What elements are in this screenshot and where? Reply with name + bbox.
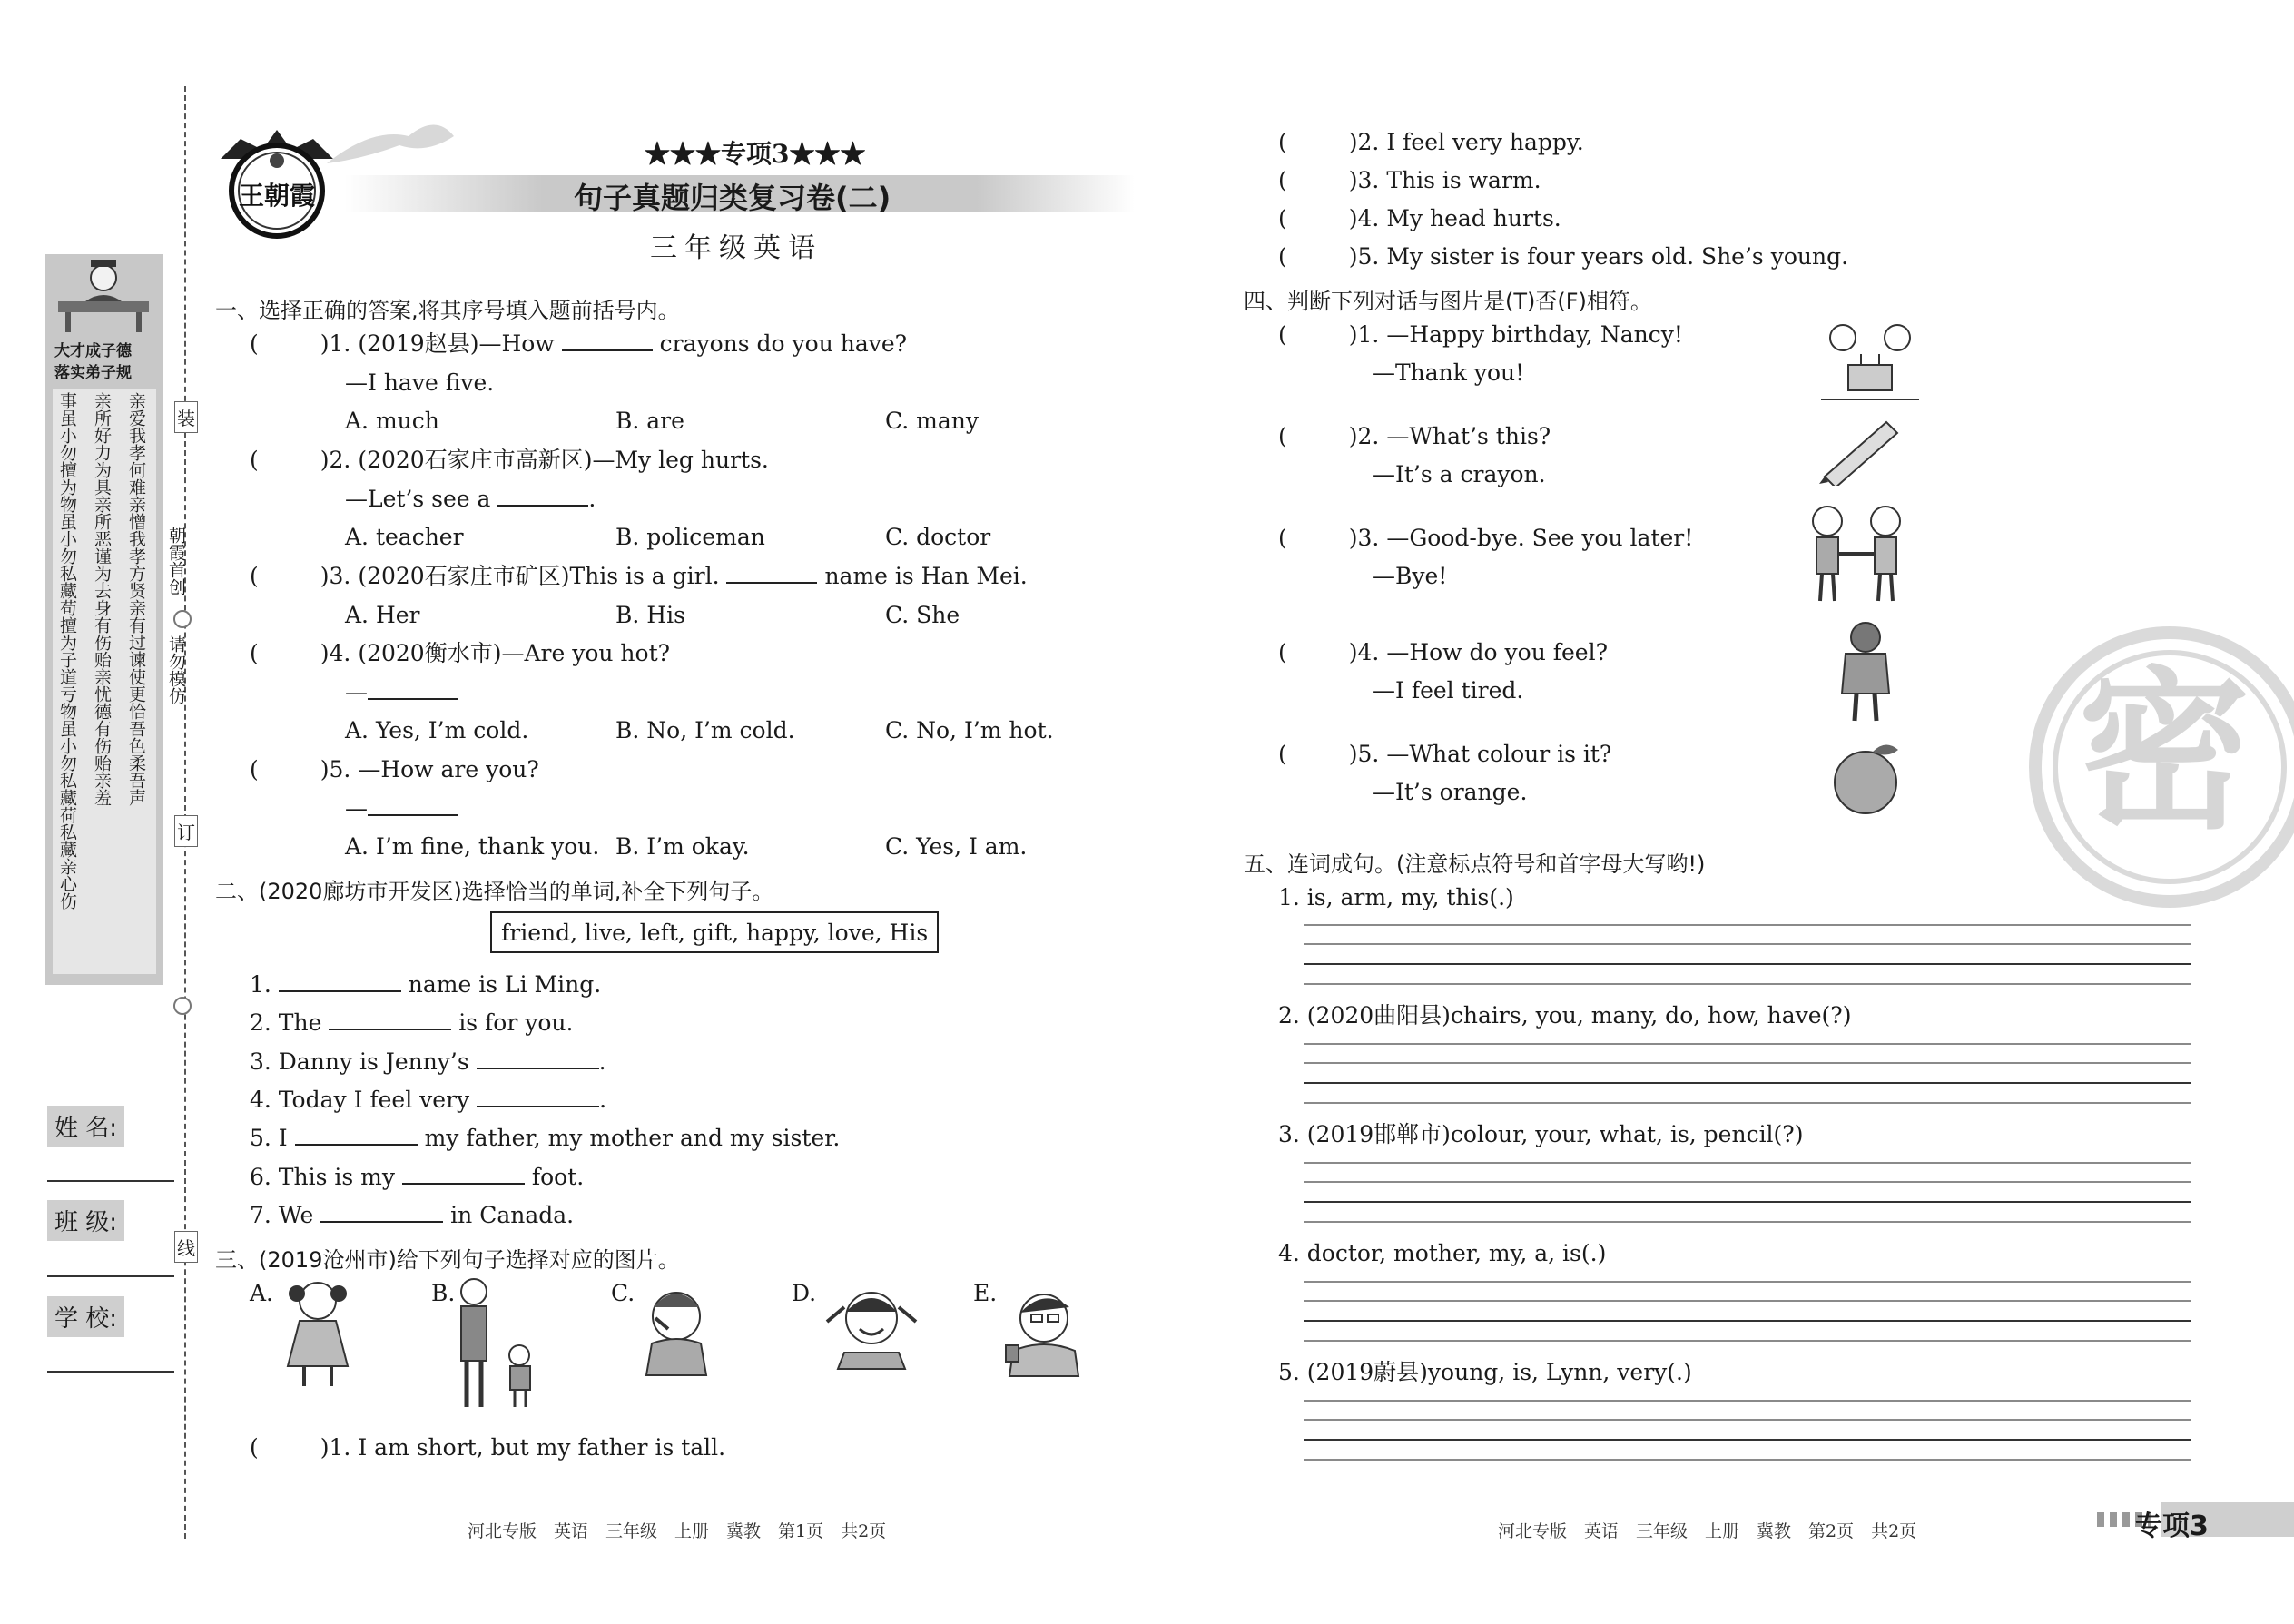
reorder-item-1: 1. is, arm, my, this(.)	[1278, 884, 1514, 910]
pic-label-a: A.	[250, 1280, 274, 1306]
class-field[interactable]	[47, 1275, 174, 1277]
q5-option-a[interactable]: A. I’m fine, thank you.	[345, 833, 600, 860]
q5-blank[interactable]	[368, 798, 458, 816]
answer-line[interactable]	[1304, 1043, 2191, 1045]
match-item-2: ( )2. I feel very happy.	[1278, 129, 1584, 155]
motto-panel	[45, 254, 163, 985]
q3-option-a[interactable]: A. Her	[345, 602, 420, 628]
tf-item-3-line1: ( )3. —Good-bye. See you later!	[1278, 525, 1694, 551]
vertical-note-1: 朝霞首创	[166, 527, 186, 595]
q2-blank[interactable]	[497, 488, 588, 507]
class-label: 班 级:	[47, 1200, 124, 1241]
motto-line-2: 落实弟子规	[54, 364, 132, 382]
pic-label-b: B.	[431, 1280, 456, 1306]
q3-option-b[interactable]: B. His	[615, 602, 685, 628]
school-label: 学 校:	[47, 1296, 124, 1337]
q2-option-a[interactable]: A. teacher	[345, 524, 464, 550]
q4-line2: —	[345, 681, 458, 704]
answer-line[interactable]	[1304, 1419, 2191, 1421]
q2-line1: ( )2. (2020石家庄市高新区)—My leg hurts.	[250, 447, 769, 473]
reorder-item-5: 5. (2019蔚县)young, is, Lynn, very(.)	[1278, 1359, 1692, 1385]
answer-line[interactable]	[1304, 1062, 2191, 1064]
answer-line[interactable]	[1304, 1439, 2191, 1441]
q5-option-c[interactable]: C. Yes, I am.	[885, 833, 1028, 860]
birthday-cake-picture	[1816, 318, 1925, 408]
answer-line[interactable]	[1304, 924, 2191, 926]
motto-column-1: 亲爱我孝何难亲憎我孝方贤亲有过谏使更恰吾色柔吾声	[126, 392, 146, 806]
school-field[interactable]	[47, 1371, 174, 1373]
father-and-boy-picture	[445, 1275, 545, 1412]
tf-item-1-line2: —Thank you!	[1373, 359, 1525, 386]
binding-line	[184, 86, 186, 1539]
match-item-3: ( )3. This is warm.	[1278, 167, 1541, 193]
answer-line[interactable]	[1304, 1082, 2191, 1084]
tf-item-4-line1: ( )4. —How do you feel?	[1278, 639, 1608, 665]
answer-line[interactable]	[1304, 963, 2191, 965]
sick-girl-picture	[635, 1280, 717, 1380]
q2-option-b[interactable]: B. policeman	[615, 524, 765, 550]
page-subtitle: 三年级英语	[650, 232, 822, 264]
pic-label-e: E.	[973, 1280, 998, 1306]
tf-item-2-line1: ( )2. —What’s this?	[1278, 423, 1551, 449]
q3-blank[interactable]	[726, 566, 817, 584]
seal-char: 密	[2078, 652, 2251, 852]
tf-item-2-line2: —It’s a crayon.	[1373, 461, 1546, 487]
logo-text: 王朝霞	[238, 181, 316, 211]
q4-option-c[interactable]: C. No, I’m hot.	[885, 717, 1054, 743]
footer-left: 河北专版 英语 三年级 上册 冀教 第1页 共2页	[468, 1521, 887, 1541]
secret-seal	[2029, 626, 2294, 908]
circle-mark-2	[173, 997, 192, 1015]
answer-line[interactable]	[1304, 943, 2191, 945]
part3-heading: 三、(2019沧州市)给下列句子选择对应的图片。	[215, 1247, 680, 1273]
part4-heading: 四、判断下列对话与图片是(T)否(F)相符。	[1244, 289, 1652, 314]
pic-label-d: D.	[792, 1280, 817, 1306]
q1-option-c[interactable]: C. many	[885, 408, 979, 434]
q4-option-b[interactable]: B. No, I’m cold.	[615, 717, 795, 743]
q1-line2: —I have five.	[345, 369, 495, 396]
cold-girl-picture	[1829, 617, 1902, 726]
q1-line1: ( )1. (2019赵县)—How crayons do you have?	[250, 330, 908, 357]
fill-item-6: 6. This is my foot.	[250, 1164, 585, 1190]
answer-line[interactable]	[1304, 983, 2191, 985]
tf-item-5-line2: —It’s orange.	[1373, 779, 1528, 805]
q5-line2: —	[345, 797, 458, 820]
q3-line1: ( )3. (2020石家庄市矿区)This is a girl. name is Han Mei.	[250, 563, 1028, 589]
fill-item-2: 2. The is for you.	[250, 1009, 574, 1036]
answer-line[interactable]	[1304, 1340, 2191, 1342]
part5-heading: 五、连词成句。(注意标点符号和首字母大写哟!)	[1244, 851, 1706, 877]
word-box: friend, live, left, gift, happy, love, His	[490, 911, 939, 953]
fill-item-7: 7. We in Canada.	[250, 1202, 575, 1228]
reorder-item-4: 4. doctor, mother, my, a, is(.)	[1278, 1240, 1607, 1266]
q2-line2: —Let’s see a .	[345, 486, 596, 512]
name-field[interactable]	[47, 1180, 174, 1182]
answer-line[interactable]	[1304, 1400, 2191, 1402]
q1-option-a[interactable]: A. much	[345, 408, 439, 434]
q5-line1: ( )5. —How are you?	[250, 756, 539, 782]
reorder-item-3: 3. (2019邯郸市)colour, your, what, is, pencil(?)	[1278, 1121, 1804, 1147]
match-item-4: ( )4. My head hurts.	[1278, 205, 1561, 231]
fill-item-4: 4. Today I feel very .	[250, 1087, 607, 1113]
match-item-1: ( )1. I am short, but my father is tall.	[250, 1434, 726, 1461]
motto-column-2: 亲所好力为具亲所恶谨为去身有伤贻亲忧德有伤贻亲羞	[92, 392, 112, 806]
circle-mark-1	[173, 610, 192, 628]
answer-line[interactable]	[1304, 1300, 2191, 1302]
pen-picture	[1816, 413, 1906, 486]
ribbon-decoration	[318, 109, 463, 172]
vertical-note-2: 请勿模仿	[166, 635, 186, 704]
happy-girl-picture	[822, 1280, 921, 1371]
q2-option-c[interactable]: C. doctor	[885, 524, 991, 550]
binding-mark-1: 装	[174, 401, 198, 433]
q4-line1: ( )4. (2020衡水市)—Are you hot?	[250, 640, 671, 666]
part1-heading: 一、选择正确的答案,将其序号填入题前括号内。	[215, 298, 680, 323]
fill-item-1: 1. name is Li Ming.	[250, 971, 602, 998]
footer-badge: 专项3	[2135, 1511, 2209, 1542]
answer-line[interactable]	[1304, 1162, 2191, 1164]
answer-line[interactable]	[1304, 1221, 2191, 1223]
girl-picture	[277, 1275, 359, 1393]
answer-line[interactable]	[1304, 1181, 2191, 1183]
orange-picture	[1829, 737, 1911, 819]
pic-label-c: C.	[611, 1280, 635, 1306]
q4-option-a[interactable]: A. Yes, I’m cold.	[345, 717, 529, 743]
page-title: 句子真题归类复习卷(二)	[574, 181, 891, 215]
two-boys-handshake-picture	[1802, 499, 1911, 608]
tf-item-5-line1: ( )5. —What colour is it?	[1278, 741, 1612, 767]
q1-option-b[interactable]: B. are	[615, 408, 684, 434]
answer-line[interactable]	[1304, 1320, 2191, 1322]
binding-mark-3: 线	[174, 1231, 198, 1263]
q1-blank[interactable]	[562, 333, 653, 351]
tf-item-1-line1: ( )1. —Happy birthday, Nancy!	[1278, 321, 1683, 348]
answer-line[interactable]	[1304, 1281, 2191, 1283]
answer-line[interactable]	[1304, 1459, 2191, 1461]
series-label: ★★★专项3★★★	[645, 139, 866, 169]
q3-option-c[interactable]: C. She	[885, 602, 960, 628]
motto-column-3: 事虽小勿擅为物虽小勿私藏苟擅为子道亏物虽小勿私藏荷私藏亲心伤	[57, 392, 77, 910]
fill-item-5: 5. I my father, my mother and my sister.	[250, 1125, 841, 1151]
footer-right: 河北专版 英语 三年级 上册 冀教 第2页 共2页	[1498, 1521, 1917, 1541]
q4-blank[interactable]	[368, 682, 458, 700]
tf-item-4-line2: —I feel tired.	[1373, 677, 1524, 704]
name-label: 姓 名:	[47, 1106, 124, 1147]
motto-line-1: 大才成子德	[54, 342, 132, 360]
fill-item-3: 3. Danny is Jenny’s .	[250, 1048, 606, 1075]
q5-option-b[interactable]: B. I’m okay.	[615, 833, 750, 860]
answer-line[interactable]	[1304, 1102, 2191, 1104]
binding-mark-2: 订	[174, 815, 198, 847]
part2-heading: 二、(2020廊坊市开发区)选择恰当的单词,补全下列句子。	[215, 879, 774, 904]
reorder-item-2: 2. (2020曲阳县)chairs, you, many, do, how, have(?)	[1278, 1002, 1852, 1029]
match-item-5: ( )5. My sister is four years old. She’s young.	[1278, 243, 1849, 270]
tf-item-3-line2: —Bye!	[1373, 563, 1448, 589]
answer-line[interactable]	[1304, 1201, 2191, 1203]
scholar-icon	[45, 254, 163, 336]
man-with-drink-picture	[999, 1280, 1089, 1380]
